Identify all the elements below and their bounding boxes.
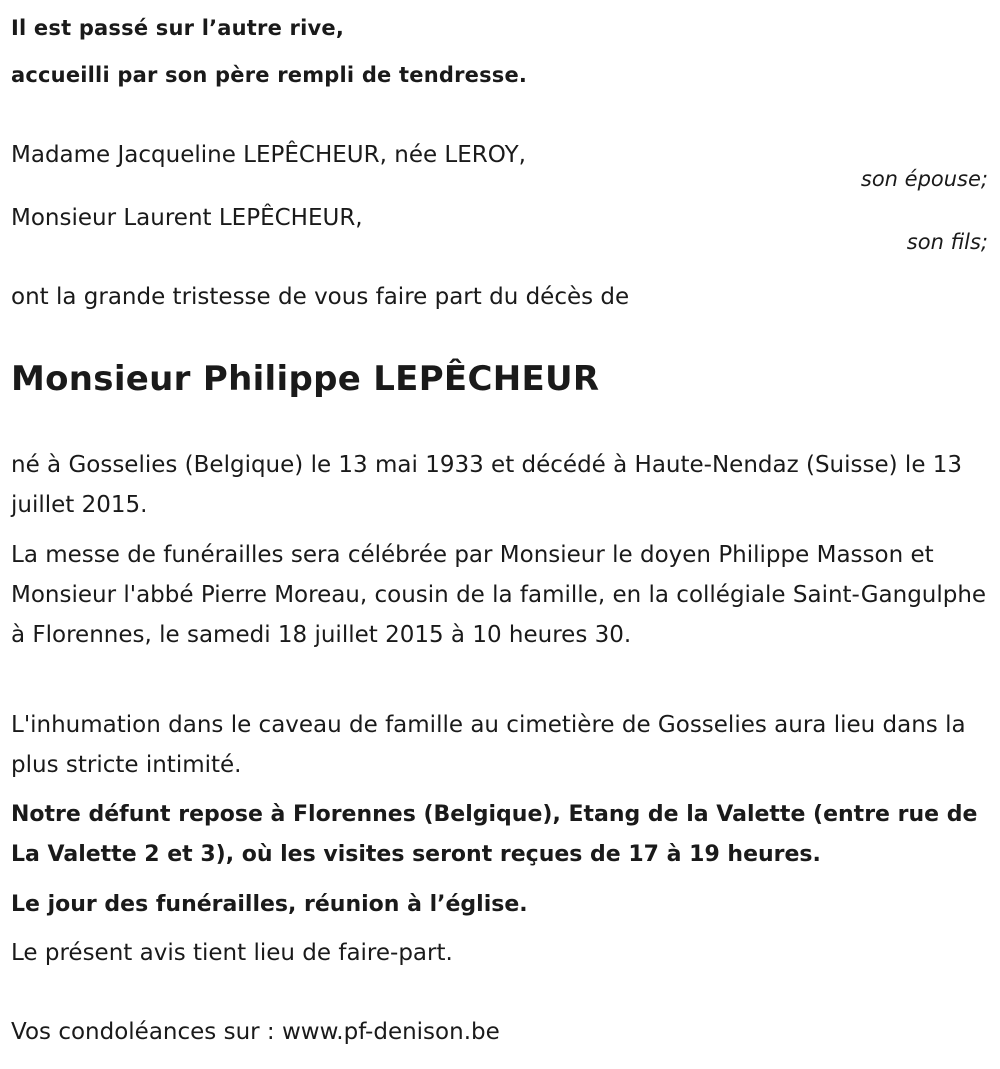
funeral-mass-paragraph: La messe de funérailles sera célébrée par Monsieur le doyen Philippe Masson et Monsieur l'abbé Pierre Moreau, cousin de la famille, en la collégiale Saint-Gangulphe à Florennes, le samedi 18 juillet 2015 à 10 heures 30. [11,542,987,648]
birth-death-paragraph: né à Gosselies (Belgique) le 13 mai 1933 et décédé à Haute-Nendaz (Suisse) le 13 juillet 2015. [11,452,963,518]
family-member-name-1: Madame Jacqueline LEPÊCHEUR, née LEROY, [11,142,526,168]
gathering-paragraph: Le jour des funérailles, réunion à l’église. [11,892,528,917]
family-member-relation-1: son épouse; [860,167,988,191]
verse-line-1: Il est passé sur l’autre rive, [11,16,344,40]
deceased-name: Monsieur Philippe LEPÊCHEUR [11,359,600,399]
visitation-paragraph: Notre défunt repose à Florennes (Belgique), Etang de la Valette (entre rue de La Valette 2 et 3), où les visites seront reçues de 17 à 19 heures. [11,802,978,867]
family-member-name-2: Monsieur Laurent LEPÊCHEUR, [11,205,363,231]
announcement-text: ont la grande tristesse de vous faire part du décès de [11,284,630,310]
condolences-line: Vos condoléances sur : www.pf-denison.be [11,1019,500,1045]
notice-paragraph: Le présent avis tient lieu de faire-part. [11,940,453,966]
family-member-relation-2: son fils; [906,230,988,254]
verse-line-2: accueilli par son père rempli de tendresse. [11,63,528,87]
burial-paragraph: L'inhumation dans le caveau de famille au cimetière de Gosselies aura lieu dans la plus stricte intimité. [11,712,966,778]
